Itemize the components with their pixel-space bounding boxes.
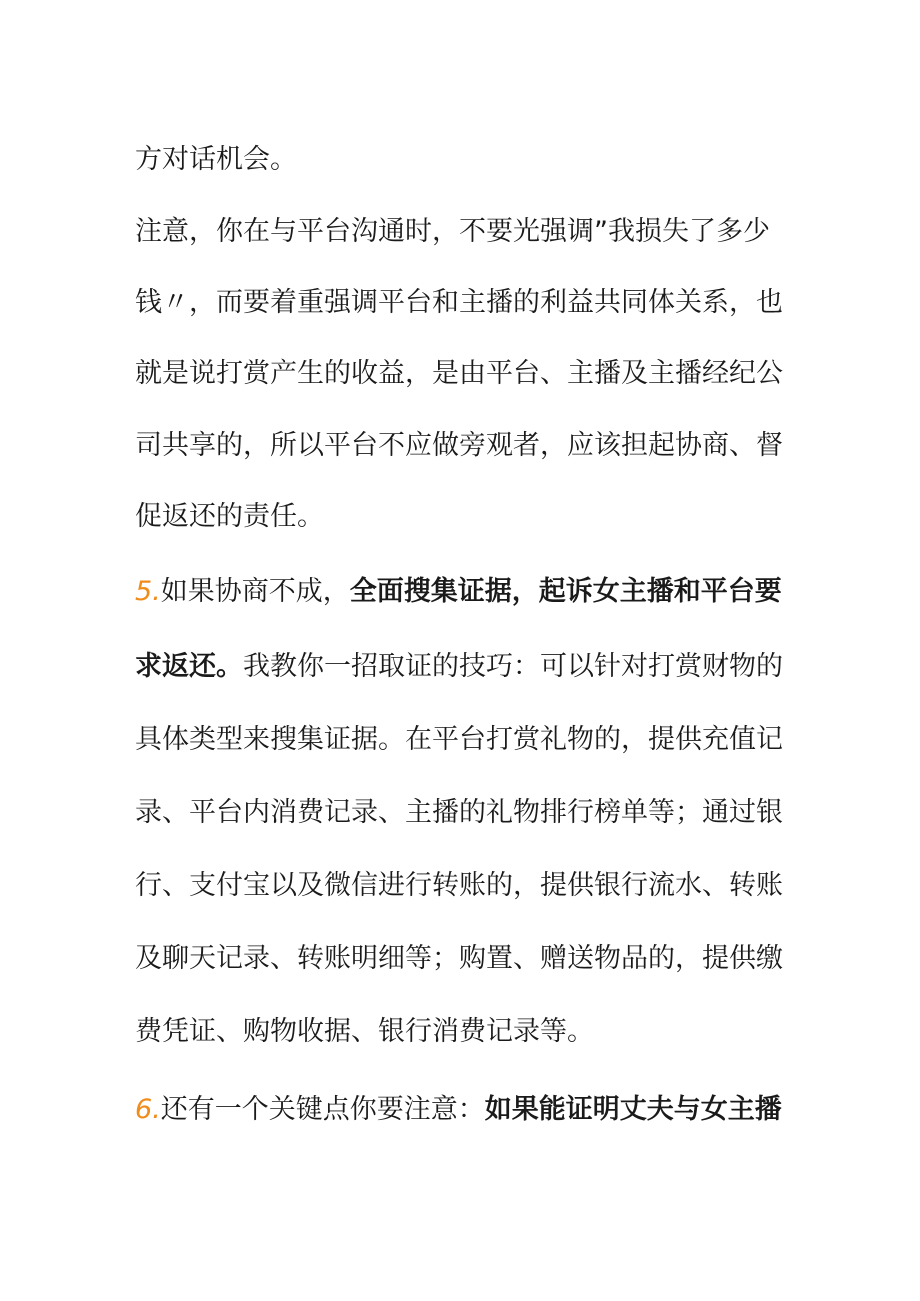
text-line-9 [135, 720, 783, 760]
text-line-7 [135, 572, 782, 612]
text-segment: 我教你一招取证的技巧：可以针对打赏财物的 [243, 651, 783, 682]
text-segment: 促返还的责任。 [135, 501, 324, 532]
text-segment: 就是说打赏产生的收益，是由平台、主播及主播经纪公 [135, 358, 783, 389]
bold-text-segment: 求返还。 [135, 651, 243, 682]
text-line-5 [135, 426, 783, 466]
text-line-10 [135, 793, 783, 833]
bold-text-segment: 全面搜集证据，起诉女主播和平台要 [349, 576, 782, 607]
text-line-1 [135, 140, 297, 180]
list-number: 5. [135, 576, 161, 607]
text-line-12 [135, 939, 783, 979]
text-segment: 费凭证、购物收据、银行消费记录等。 [135, 1016, 594, 1047]
text-segment: 注意，你在与平台沟通时，不要光强调”我损失了多少 [135, 216, 770, 247]
text-segment: 行、支付宝以及微信进行转账的，提供银行流水、转账 [135, 870, 783, 901]
text-segment: 司共享的，所以平台不应做旁观者，应该担起协商、督 [135, 430, 783, 461]
text-segment: 还有一个关键点你要注意： [160, 1094, 485, 1125]
text-line-8 [135, 647, 783, 687]
text-line-2 [135, 212, 770, 252]
text-line-14 [135, 1090, 782, 1130]
text-segment: 录、平台内消费记录、主播的礼物排行榜单等；通过银 [135, 797, 783, 828]
text-segment: 及聊天记录、转账明细等；购置、赠送物品的，提供缴 [135, 943, 783, 974]
text-segment: 钱〃，而要着重强调平台和主播的利益共同体关系，也 [135, 287, 783, 318]
list-number: 6. [135, 1094, 161, 1125]
text-line-13 [135, 1012, 594, 1052]
text-segment: 方对话机会。 [135, 144, 297, 175]
text-line-4 [135, 354, 783, 394]
text-line-6 [135, 497, 324, 537]
text-segment: 具体类型来搜集证据。在平台打赏礼物的，提供充值记 [135, 724, 783, 755]
text-line-11 [135, 866, 783, 906]
text-line-3 [135, 283, 783, 323]
bold-text-segment: 如果能证明丈夫与女主播 [484, 1094, 782, 1125]
text-segment: 如果协商不成， [160, 576, 350, 607]
